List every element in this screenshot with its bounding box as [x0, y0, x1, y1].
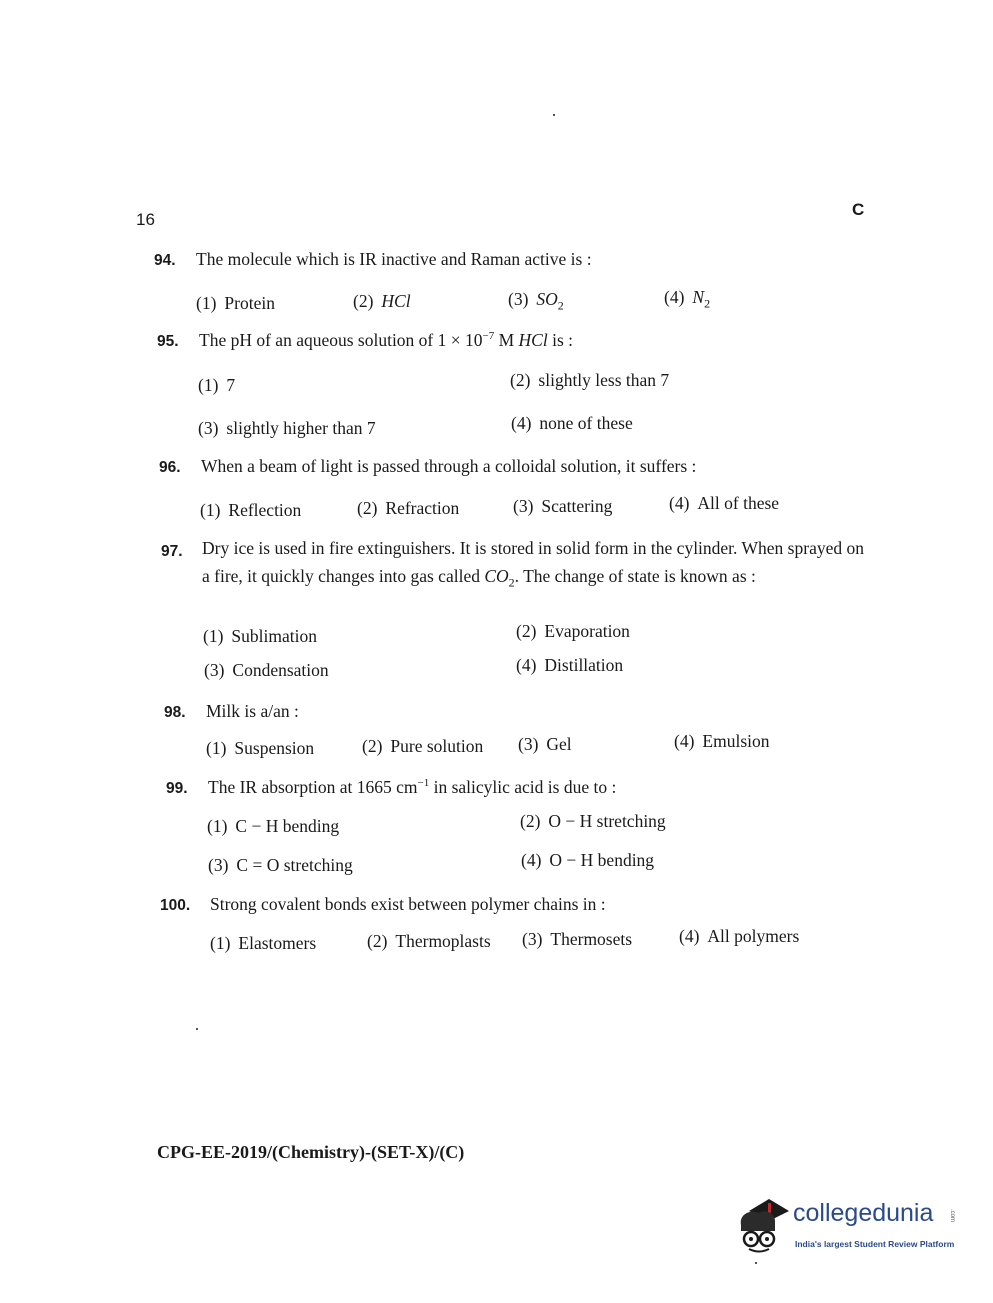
- brand-name: collegedunia: [793, 1199, 934, 1227]
- option-number: (1): [203, 626, 224, 646]
- option-text: slightly less than 7: [538, 370, 670, 390]
- option-98-2: [362, 736, 483, 757]
- option-number: (1): [210, 933, 231, 953]
- question-99: [166, 773, 616, 803]
- option-text: Scattering: [541, 496, 613, 516]
- option-99-4: [521, 850, 654, 871]
- option-97-2: [516, 621, 630, 642]
- option-text: SO: [536, 289, 558, 309]
- option-number: (2): [357, 498, 378, 518]
- option-96-3: [513, 496, 612, 517]
- option-99-3: [208, 855, 353, 876]
- option-94-2: [353, 291, 411, 312]
- question-text: Milk is a/an :: [206, 701, 299, 721]
- option-text: Condensation: [232, 660, 329, 680]
- option-100-2: [367, 931, 491, 952]
- option-number: (2): [367, 931, 388, 951]
- page-number: 16: [136, 210, 155, 229]
- option-text: none of these: [539, 413, 633, 433]
- option-number: (1): [200, 500, 221, 520]
- question-text-mid: M: [494, 330, 519, 350]
- question-text-pre: The pH of an aqueous solution of 1 × 10: [199, 330, 483, 350]
- option-text: Evaporation: [544, 621, 630, 641]
- question-text-post: . The change of state is known as :: [514, 566, 756, 586]
- option-text: Elastomers: [238, 933, 317, 953]
- option-number: (3): [204, 660, 225, 680]
- option-number: (1): [207, 816, 228, 836]
- brand-tagline: India's largest Student Review Platform: [795, 1239, 955, 1249]
- option-96-4: [669, 493, 779, 514]
- option-text: Sublimation: [231, 626, 317, 646]
- option-text: Protein: [224, 293, 275, 313]
- option-text: C = O stretching: [236, 855, 353, 875]
- formula: HCl: [518, 330, 548, 350]
- option-number: (4): [669, 493, 690, 513]
- question-97-number: [161, 536, 203, 566]
- option-96-2: [357, 498, 459, 519]
- option-number: (3): [513, 496, 534, 516]
- paper-code: CPG-EE-2019/(Chemistry)-(SET-X)/(C): [157, 1142, 465, 1162]
- option-text: O − H bending: [549, 850, 655, 870]
- option-94-4: [664, 287, 711, 311]
- option-98-1: [206, 738, 314, 759]
- exponent: −1: [417, 777, 430, 790]
- option-99-1: [207, 816, 339, 837]
- option-number: (3): [208, 855, 229, 875]
- option-text: Pure solution: [390, 736, 484, 756]
- option-100-4: [679, 926, 799, 947]
- option-number: (4): [674, 731, 695, 751]
- option-100-1: [210, 933, 316, 954]
- option-98-3: [518, 734, 572, 755]
- option-95-4: [511, 413, 633, 434]
- option-text: slightly higher than 7: [226, 418, 376, 438]
- option-number: (4): [511, 413, 532, 433]
- option-95-1: [198, 375, 235, 396]
- question-95: [157, 326, 573, 356]
- option-number: (3): [508, 289, 529, 309]
- option-number: (4): [679, 926, 700, 946]
- question-number: 99.: [166, 780, 188, 797]
- option-text: All of these: [697, 493, 780, 513]
- question-number: 94.: [154, 252, 176, 269]
- question-text: When a beam of light is passed through a colloidal solution, it suffers :: [201, 456, 697, 476]
- option-94-3: [508, 289, 564, 313]
- option-text: C − H bending: [235, 816, 340, 836]
- option-number: (4): [516, 655, 537, 675]
- question-text-post: is :: [547, 330, 574, 350]
- question-text: Strong covalent bonds exist between polymer chains in :: [210, 894, 606, 914]
- option-text: Suspension: [234, 738, 315, 758]
- option-text: Reflection: [228, 500, 302, 520]
- formula: CO: [484, 566, 509, 586]
- set-code: C: [852, 200, 865, 219]
- option-97-4: [516, 655, 623, 676]
- option-95-3: [198, 418, 376, 439]
- option-number: (4): [664, 287, 685, 307]
- question-100: [160, 890, 606, 920]
- option-100-3: [522, 929, 632, 950]
- option-text: Distillation: [544, 655, 624, 675]
- option-number: (1): [198, 375, 219, 395]
- option-number: (2): [362, 736, 383, 756]
- option-subscript: 2: [704, 296, 711, 311]
- option-94-1: [196, 293, 275, 314]
- option-98-4: [674, 731, 770, 752]
- option-number: (2): [510, 370, 531, 390]
- option-number: (2): [353, 291, 374, 311]
- question-98: [164, 697, 299, 727]
- option-number: (1): [206, 738, 227, 758]
- option-text: Thermosets: [550, 929, 633, 949]
- option-number: (1): [196, 293, 217, 313]
- formula-subscript: 2: [508, 575, 515, 590]
- question-97: [202, 534, 864, 590]
- question-text-post: in salicylic acid is due to :: [429, 777, 617, 797]
- question-number: 98.: [164, 704, 186, 721]
- question-94: [154, 245, 592, 275]
- question-text-pre: The IR absorption at 1665 cm: [208, 777, 418, 797]
- option-text: Refraction: [385, 498, 460, 518]
- option-text: Emulsion: [702, 731, 770, 751]
- question-text-pre: Dry ice is used in fire extinguishers. It is stored in solid form in the cylinder. When sprayed on a fire, it quickly changes into gas called: [202, 538, 864, 586]
- scan-speck: [553, 114, 555, 116]
- option-subscript: 2: [557, 298, 564, 313]
- question-number: 97.: [161, 543, 183, 560]
- question-number: 96.: [159, 459, 181, 476]
- collegedunia-watermark: [735, 1195, 965, 1265]
- option-97-1: [203, 626, 317, 647]
- option-96-1: [200, 500, 301, 521]
- option-95-2: [510, 370, 669, 391]
- option-number: (3): [198, 418, 219, 438]
- question-96: [159, 452, 696, 482]
- option-97-3: [204, 660, 329, 681]
- question-text: The molecule which is IR inactive and Raman active is :: [196, 249, 592, 269]
- option-number: (3): [518, 734, 539, 754]
- exponent: −7: [482, 330, 495, 343]
- mascot-logo-icon: [735, 1195, 791, 1257]
- scan-speck: [196, 1028, 198, 1030]
- option-text: Thermoplasts: [395, 931, 491, 951]
- brand-domain: .com: [949, 1209, 955, 1223]
- option-number: (4): [521, 850, 542, 870]
- option-text: Gel: [546, 734, 572, 754]
- question-number: 95.: [157, 333, 179, 350]
- option-number: (2): [520, 811, 541, 831]
- option-text: 7: [226, 375, 236, 395]
- option-text: N: [692, 287, 705, 307]
- option-number: (3): [522, 929, 543, 949]
- option-99-2: [520, 811, 666, 832]
- option-text: All polymers: [707, 926, 800, 946]
- option-text: O − H stretching: [548, 811, 666, 831]
- option-text: HCl: [381, 291, 411, 311]
- option-number: (2): [516, 621, 537, 641]
- question-number: 100.: [160, 897, 191, 914]
